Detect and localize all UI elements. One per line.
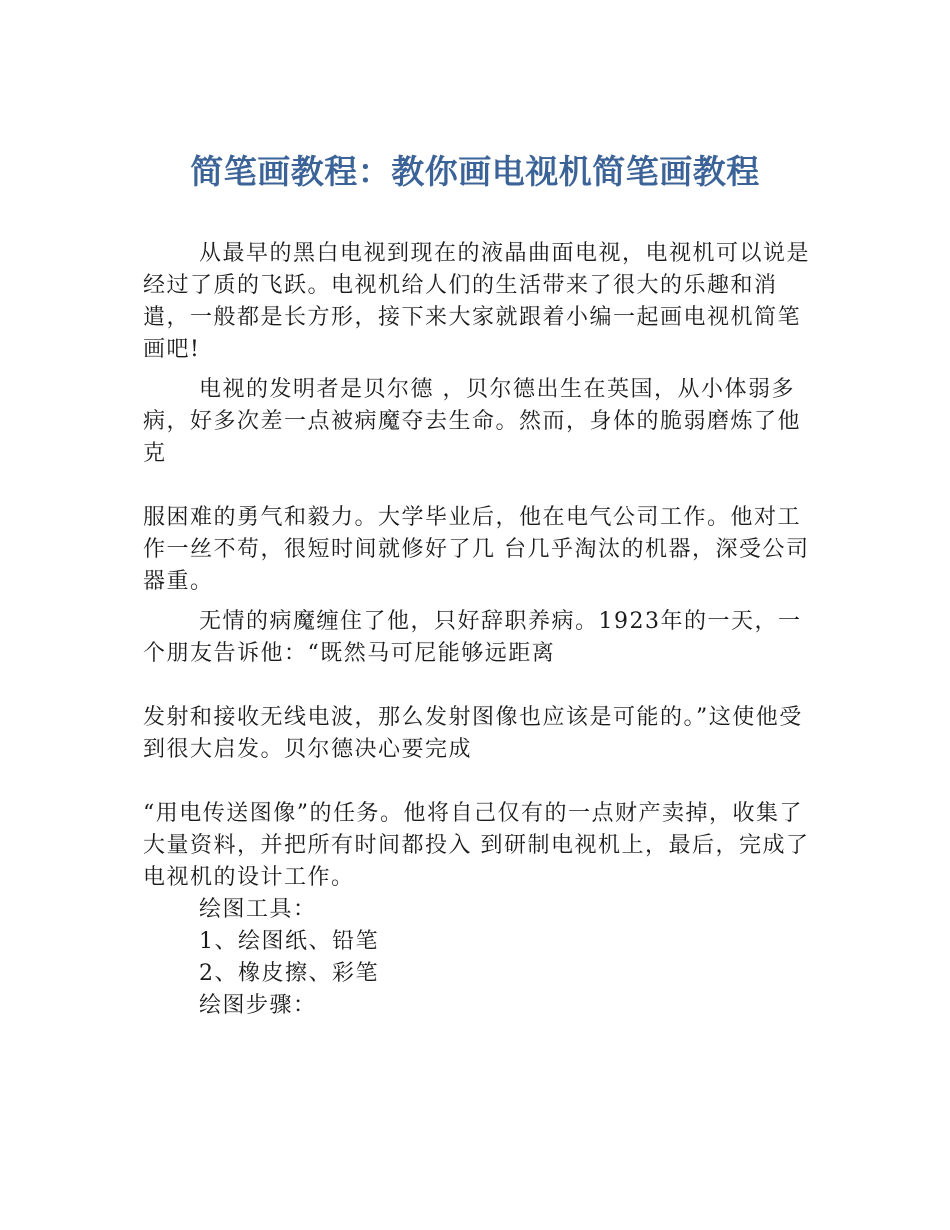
paragraph-inventor-continued: 服困难的勇气和毅力。大学毕业后，他在电气公司工作。他对工作一丝不苟，很短时间就修好了几 台几乎淘汰的机器，深受公司器重。 — [143, 505, 810, 594]
document-body — [143, 238, 815, 1022]
paragraph-task: “用电传送图像”的任务。他将自己仅有的一点财产卖掉，收集了大量资料，并把所有时间都投入 到研制电视机上，最后，完成了电视机的设计工作。 — [143, 801, 810, 890]
document-title: 简笔画教程：教你画电视机简笔画教程 — [190, 152, 760, 191]
paragraph-inventor: 电视的发明者是贝尔德 ，贝尔德出生在英国，从小体弱多病，好多次差一点被病魔夺去生命。然而，身体的脆弱磨炼了他克 — [143, 377, 802, 466]
paragraph-intro: 从最早的黑白电视到现在的液晶曲面电视，电视机可以说是经过了质的飞跃。电视机给人们的生活带来了很大的乐趣和消遣，一般都是长方形，接下来大家就跟着小编一起画电视机简笔画吧! — [143, 241, 811, 362]
paragraph-illness-continued: 发射和接收无线电波，那么发射图像也应该是可能的。”这使他受到很大启发。贝尔德决心要完成 — [143, 705, 803, 762]
paragraph-illness: 无情的病魔缠住了他，只好辞职养病。1923年的一天，一个朋友告诉他：“既然马可尼能够远距离 — [143, 609, 802, 666]
steps-heading: 绘图步骤： — [199, 993, 317, 1018]
tool-item: 2、橡皮擦、彩笔 — [199, 961, 379, 986]
tool-item: 1、绘图纸、铅笔 — [199, 929, 379, 954]
tools-heading: 绘图工具： — [199, 897, 317, 922]
